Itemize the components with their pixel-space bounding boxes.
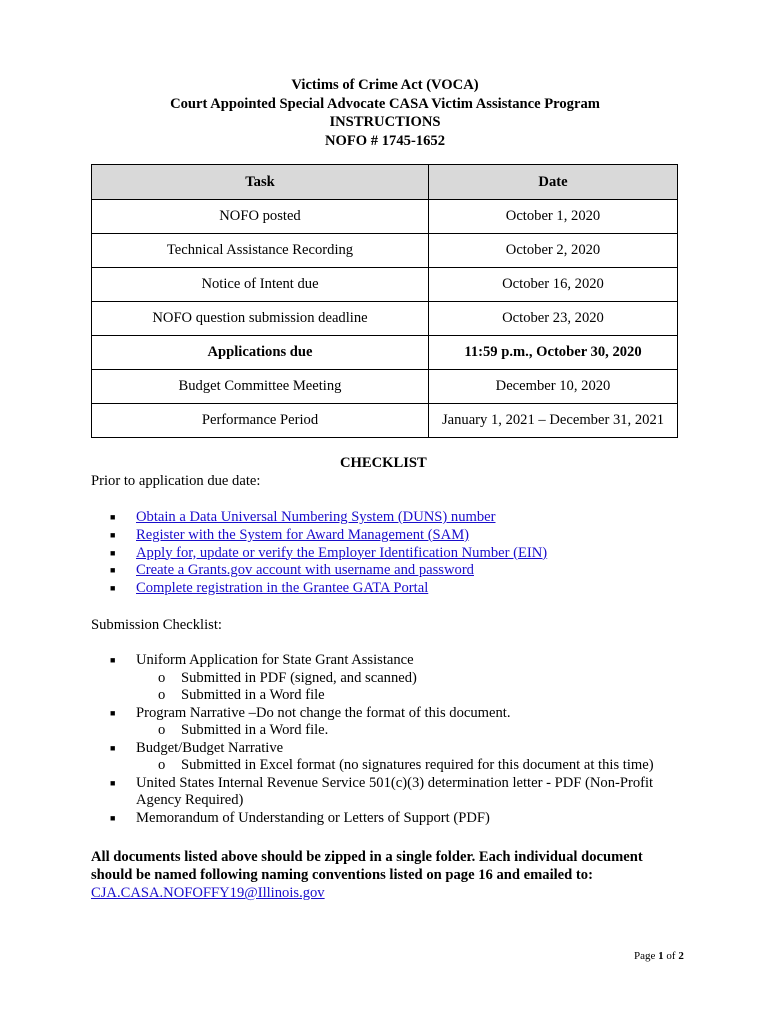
task-column-header: Task	[92, 165, 429, 200]
submission-checklist	[110, 652, 680, 827]
list-item	[110, 775, 680, 810]
date-cell: 11:59 p.m., October 30, 2020	[429, 336, 678, 370]
date-cell: October 2, 2020	[429, 234, 678, 268]
title-line-2: Court Appointed Special Advocate CASA Victim Assistance Program	[170, 95, 600, 112]
sub-list-item	[136, 757, 680, 775]
document-title	[0, 76, 770, 150]
page-word: Page	[634, 950, 656, 962]
date-cell: October 1, 2020	[429, 200, 678, 234]
table-row	[92, 404, 678, 438]
square-bullet-icon: ■	[110, 583, 116, 594]
total-pages: 2	[678, 950, 684, 962]
prior-label: Prior to application due date:	[91, 473, 261, 489]
task-cell: Technical Assistance Recording	[92, 234, 429, 268]
square-bullet-icon: ■	[110, 547, 116, 558]
of-word: of	[666, 950, 676, 962]
item-text: United States Internal Revenue Service 501(c)(3) determination letter - PDF (Non-Profit Agency Required)	[136, 774, 654, 808]
submission-label: Submission Checklist:	[91, 617, 222, 633]
date-cell: October 23, 2020	[429, 302, 678, 336]
table-row	[92, 200, 678, 234]
circle-bullet-icon: o	[158, 669, 166, 686]
table-row-applications-due	[92, 336, 678, 370]
schedule-header-row	[92, 165, 678, 200]
date-column-header: Date	[429, 165, 678, 200]
sub-item-text: Submitted in Excel format (no signatures required for this document at this time)	[181, 757, 654, 773]
final-note: All documents listed above should be zipped in a single folder. Each individual document should be named following naming conventions listed on page 16 and emailed to:	[91, 849, 643, 883]
final-instructions	[91, 848, 681, 902]
checklist-heading: CHECKLIST	[340, 455, 427, 471]
square-bullet-icon: ■	[110, 512, 116, 522]
circle-bullet-icon: o	[158, 687, 166, 703]
date-cell: January 1, 2021 – December 31, 2021	[429, 404, 678, 438]
list-item	[110, 527, 547, 545]
sub-list-item	[136, 722, 680, 740]
square-bullet-icon: ■	[110, 777, 116, 788]
list-item	[110, 740, 680, 775]
date-cell: October 16, 2020	[429, 268, 678, 302]
item-text: Budget/Budget Narrative	[136, 739, 284, 756]
task-cell: NOFO posted	[92, 200, 429, 234]
gata-portal-link[interactable]: Complete registration in the Grantee GATA Portal	[136, 580, 429, 597]
list-item	[110, 562, 547, 580]
task-cell: Performance Period	[92, 404, 429, 438]
task-cell: Budget Committee Meeting	[92, 370, 429, 404]
item-text: Memorandum of Understanding or Letters of Support (PDF)	[136, 809, 490, 826]
grants-gov-link[interactable]: Create a Grants.gov account with username and password	[136, 562, 474, 579]
task-cell: NOFO question submission deadline	[92, 302, 429, 336]
table-row	[92, 370, 678, 404]
task-cell: Notice of Intent due	[92, 268, 429, 302]
table-row	[92, 234, 678, 268]
square-bullet-icon: ■	[110, 742, 116, 753]
task-cell: Applications due	[92, 336, 429, 370]
sub-list-item	[136, 670, 680, 688]
ein-link[interactable]: Apply for, update or verify the Employer Identification Number (EIN)	[136, 544, 548, 561]
list-item	[110, 810, 680, 828]
title-line-1: Victims of Crime Act (VOCA)	[291, 77, 479, 93]
sam-link[interactable]: Register with the System for Award Management (SAM)	[136, 526, 470, 543]
title-line-4: NOFO # 1745-1652	[325, 132, 445, 149]
sub-item-text: Submitted in PDF (signed, and scanned)	[181, 669, 417, 686]
date-cell: December 10, 2020	[429, 370, 678, 404]
title-line-3: INSTRUCTIONS	[329, 114, 441, 130]
list-item	[110, 509, 547, 527]
circle-bullet-icon: o	[158, 757, 166, 773]
page-number	[634, 950, 684, 962]
duns-link[interactable]: Obtain a Data Universal Numbering System (DUNS) number	[136, 509, 496, 525]
list-item	[110, 652, 680, 705]
current-page: 1	[658, 950, 664, 962]
prerequisite-link-list	[110, 509, 547, 598]
square-bullet-icon: ■	[110, 812, 116, 823]
item-text: Uniform Application for State Grant Assistance	[136, 652, 414, 668]
sub-list-item	[136, 687, 680, 705]
sub-item-text: Submitted in a Word file	[181, 687, 325, 703]
schedule-table	[91, 164, 678, 438]
list-item	[110, 580, 547, 598]
square-bullet-icon: ■	[110, 529, 116, 540]
square-bullet-icon: ■	[110, 707, 116, 718]
item-text: Program Narrative –Do not change the format of this document.	[136, 704, 511, 721]
email-link[interactable]: CJA.CASA.NOFOFFY19@Illinois.gov	[91, 885, 325, 901]
table-row	[92, 268, 678, 302]
table-row	[92, 302, 678, 336]
list-item	[110, 705, 680, 740]
square-bullet-icon: ■	[110, 655, 116, 665]
square-bullet-icon: ■	[110, 565, 116, 576]
circle-bullet-icon: o	[158, 722, 166, 738]
list-item	[110, 545, 547, 563]
sub-item-text: Submitted in a Word file.	[181, 722, 329, 738]
